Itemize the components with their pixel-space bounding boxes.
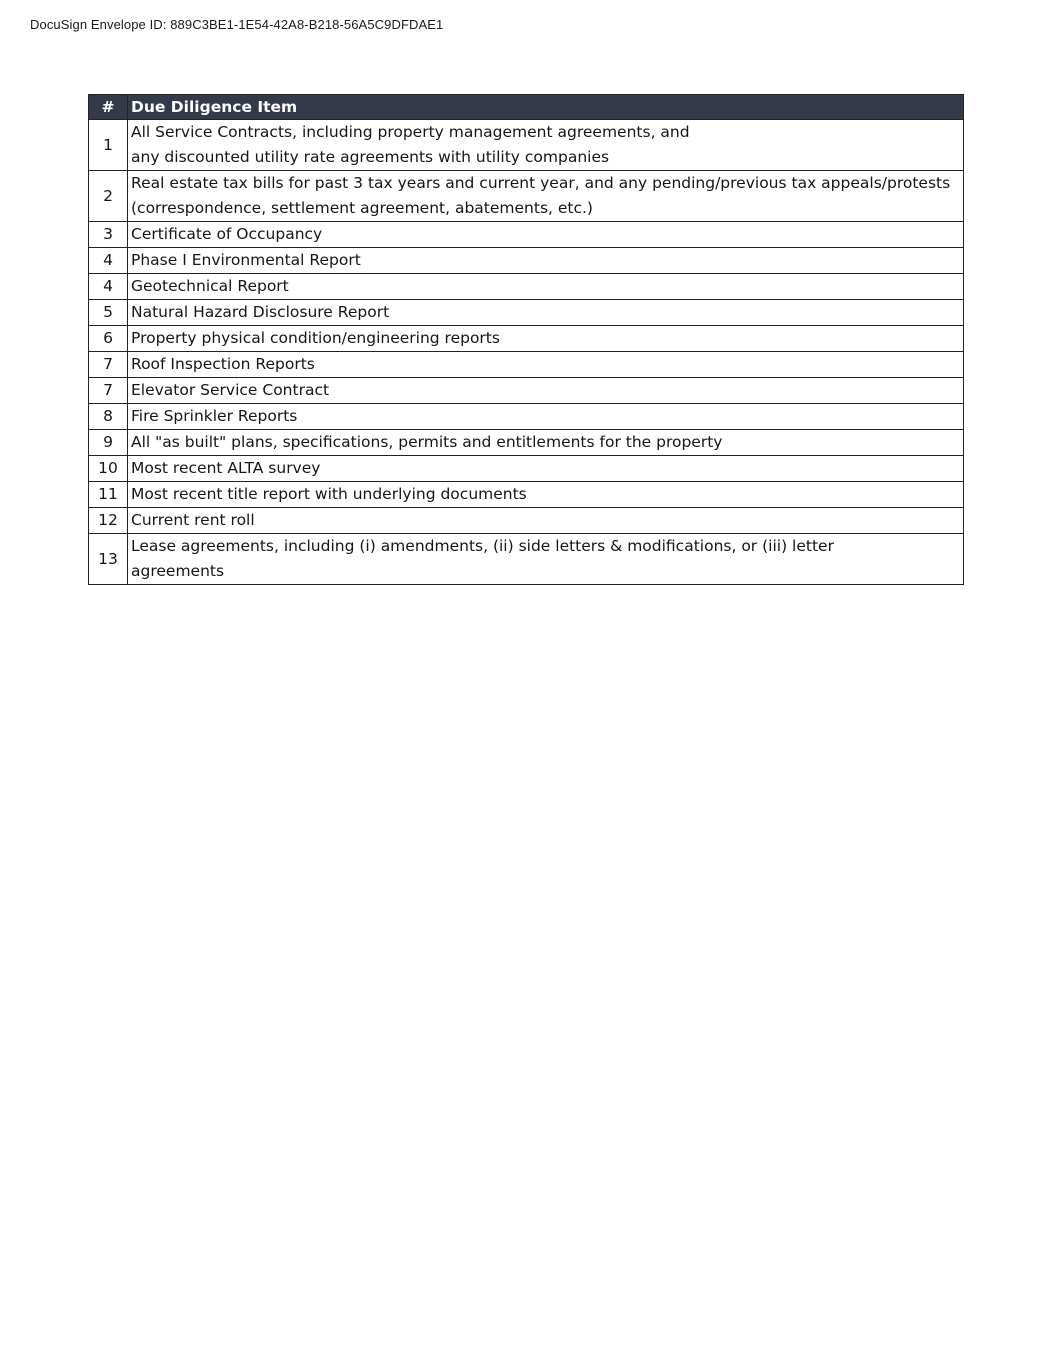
row-number: 10 <box>89 456 128 482</box>
column-header-item: Due Diligence Item <box>128 95 964 120</box>
table-row <box>89 326 964 352</box>
row-item: All Service Contracts, including property management agreements, and any discounted utility rate agreements with utility companies <box>128 120 964 171</box>
row-item: Current rent roll <box>128 508 964 534</box>
row-item: Phase I Environmental Report <box>128 248 964 274</box>
row-number: 6 <box>89 326 128 352</box>
row-number: 8 <box>89 404 128 430</box>
table-row <box>89 274 964 300</box>
row-number: 4 <box>89 248 128 274</box>
table-row <box>89 378 964 404</box>
docusign-envelope-id: DocuSign Envelope ID: 889C3BE1-1E54-42A8-B218-56A5C9DFDAE1 <box>30 17 444 32</box>
table-row <box>89 404 964 430</box>
table-row <box>89 222 964 248</box>
row-item: Certificate of Occupancy <box>128 222 964 248</box>
row-item: Real estate tax bills for past 3 tax years and current year, and any pending/previous tax appeals/protests (correspondence, settlement agreement, abatements, etc.) <box>128 171 964 222</box>
row-item: Roof Inspection Reports <box>128 352 964 378</box>
table-row <box>89 482 964 508</box>
table-row <box>89 508 964 534</box>
row-item: Lease agreements, including (i) amendments, (ii) side letters & modifications, or (iii) letter agreements <box>128 534 964 585</box>
row-number: 1 <box>89 120 128 171</box>
row-number: 5 <box>89 300 128 326</box>
due-diligence-table <box>88 94 964 585</box>
row-number: 12 <box>89 508 128 534</box>
table-row <box>89 534 964 585</box>
table-row <box>89 300 964 326</box>
row-item: Fire Sprinkler Reports <box>128 404 964 430</box>
row-item: Property physical condition/engineering reports <box>128 326 964 352</box>
row-item: Geotechnical Report <box>128 274 964 300</box>
table-row <box>89 352 964 378</box>
row-number: 3 <box>89 222 128 248</box>
table-row <box>89 456 964 482</box>
table-row <box>89 430 964 456</box>
table-row <box>89 120 964 171</box>
row-item: Natural Hazard Disclosure Report <box>128 300 964 326</box>
row-number: 2 <box>89 171 128 222</box>
row-item: Elevator Service Contract <box>128 378 964 404</box>
row-number: 7 <box>89 378 128 404</box>
row-item: Most recent title report with underlying documents <box>128 482 964 508</box>
row-item: Most recent ALTA survey <box>128 456 964 482</box>
row-item: All "as built" plans, specifications, permits and entitlements for the property <box>128 430 964 456</box>
table-header-row <box>89 95 964 120</box>
table-row <box>89 171 964 222</box>
row-number: 13 <box>89 534 128 585</box>
row-number: 9 <box>89 430 128 456</box>
table-row <box>89 248 964 274</box>
row-number: 11 <box>89 482 128 508</box>
row-number: 4 <box>89 274 128 300</box>
column-header-number: # <box>89 95 128 120</box>
row-number: 7 <box>89 352 128 378</box>
